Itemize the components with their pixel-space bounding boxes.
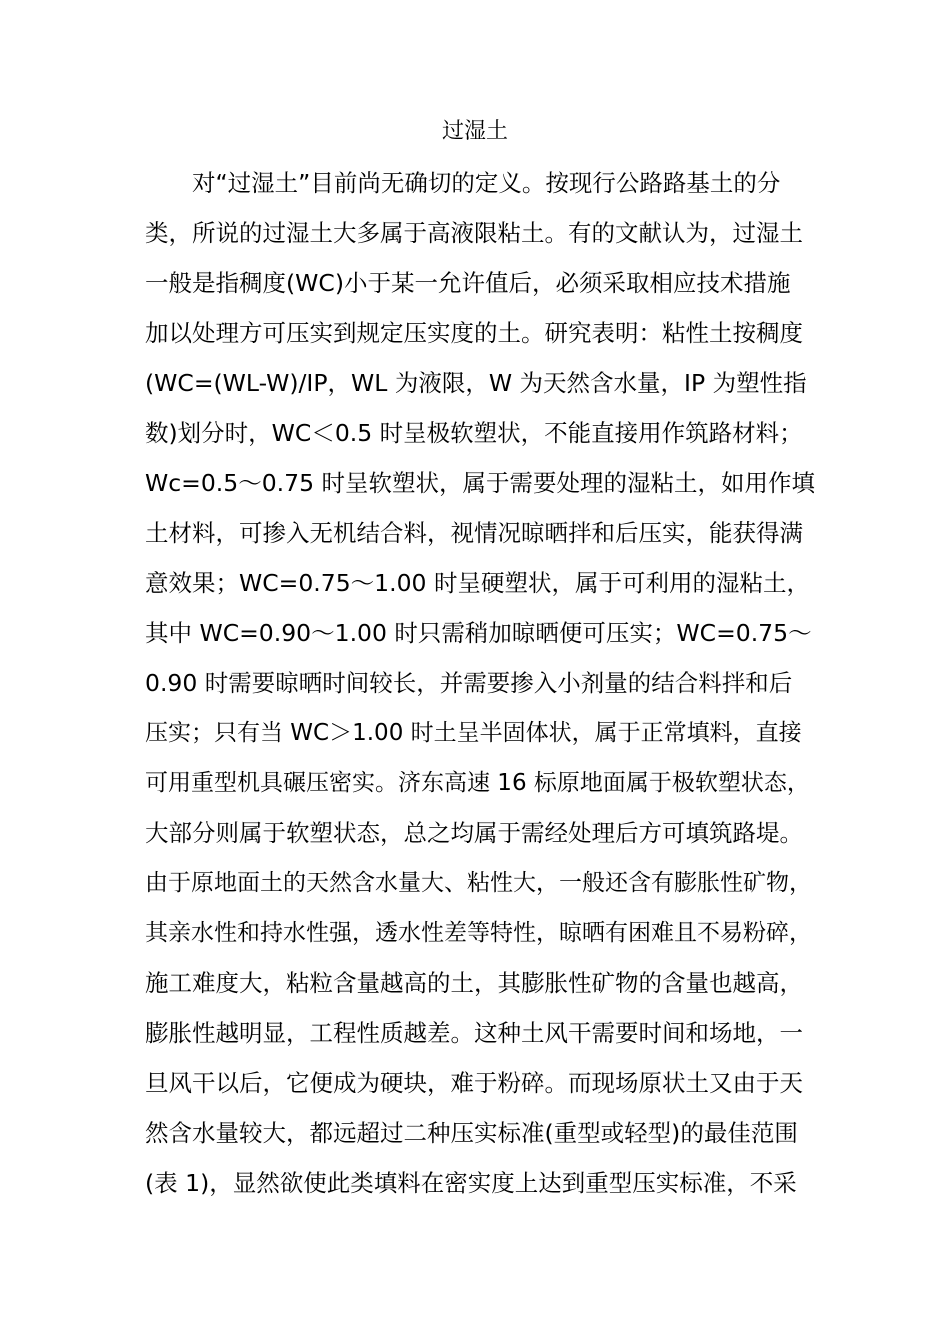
text-line: 意效果；WC=0.75～1.00 时呈硬塑状，属于可利用的湿粘土， [145, 569, 810, 597]
text-line: (WC=(WL-W)/IP，WL 为液限，W 为天然含水量，IP 为塑性指 [145, 369, 807, 397]
document-title: 过湿土 [441, 119, 508, 144]
text-line: 对“过湿土”目前尚无确切的定义。按现行公路路基土的分 [192, 169, 781, 197]
text-line: 可用重型机具碾压密实。济东高速 16 标原地面属于极软塑状态， [145, 770, 810, 796]
body-paragraph [145, 158, 815, 1208]
text-line: 然含水量较大，都远超过二种压实标准(重型或轻型)的最佳范围 [145, 1119, 798, 1147]
text-line: (表 1)，显然欲使此类填料在密实度上达到重型压实标准，不采 [145, 1169, 797, 1197]
text-line: 土材料，可掺入无机结合料，视情况晾晒拌和后压实，能获得满 [145, 519, 803, 547]
text-line: 旦风干以后，它便成为硬块，难于粉碎。而现场原状土又由于天 [145, 1069, 803, 1097]
text-line: 施工难度大，粘粒含量越高的土，其膨胀性矿物的含量也越高， [145, 969, 803, 997]
text-line: 一般是指稠度(WC)小于某一允许值后，必须采取相应技术措施 [145, 269, 791, 297]
text-line: Wc=0.5～0.75 时呈软塑状，属于需要处理的湿粘土，如用作填 [145, 469, 816, 497]
text-line: 加以处理方可压实到规定压实度的土。研究表明：粘性土按稠度 [145, 319, 803, 347]
text-line: 压实；只有当 WC＞1.00 时土呈半固体状，属于正常填料，直接 [145, 720, 802, 746]
text-line: 其亲水性和持水性强，透水性差等特性，晾晒有困难且不易粉碎， [145, 920, 812, 946]
text-line: 其中 WC=0.90～1.00 时只需稍加晾晒便可压实；WC=0.75～ [145, 619, 812, 647]
text-line: 由于原地面土的天然含水量大、粘性大，一般还含有膨胀性矿物， [145, 870, 812, 896]
text-line: 类，所说的过湿土大多属于高液限粘土。有的文献认为，过湿土 [145, 219, 803, 247]
text-line: 大部分则属于软塑状态，总之均属于需经处理后方可填筑路堤。 [145, 819, 803, 847]
text-line: 膨胀性越明显，工程性质越差。这种土风干需要时间和场地，一 [145, 1019, 803, 1047]
text-line: 数)划分时，WC＜0.5 时呈极软塑状，不能直接用作筑路材料； [145, 419, 803, 447]
text-line: 0.90 时需要晾晒时间较长，并需要掺入小剂量的结合料拌和后 [145, 669, 793, 697]
